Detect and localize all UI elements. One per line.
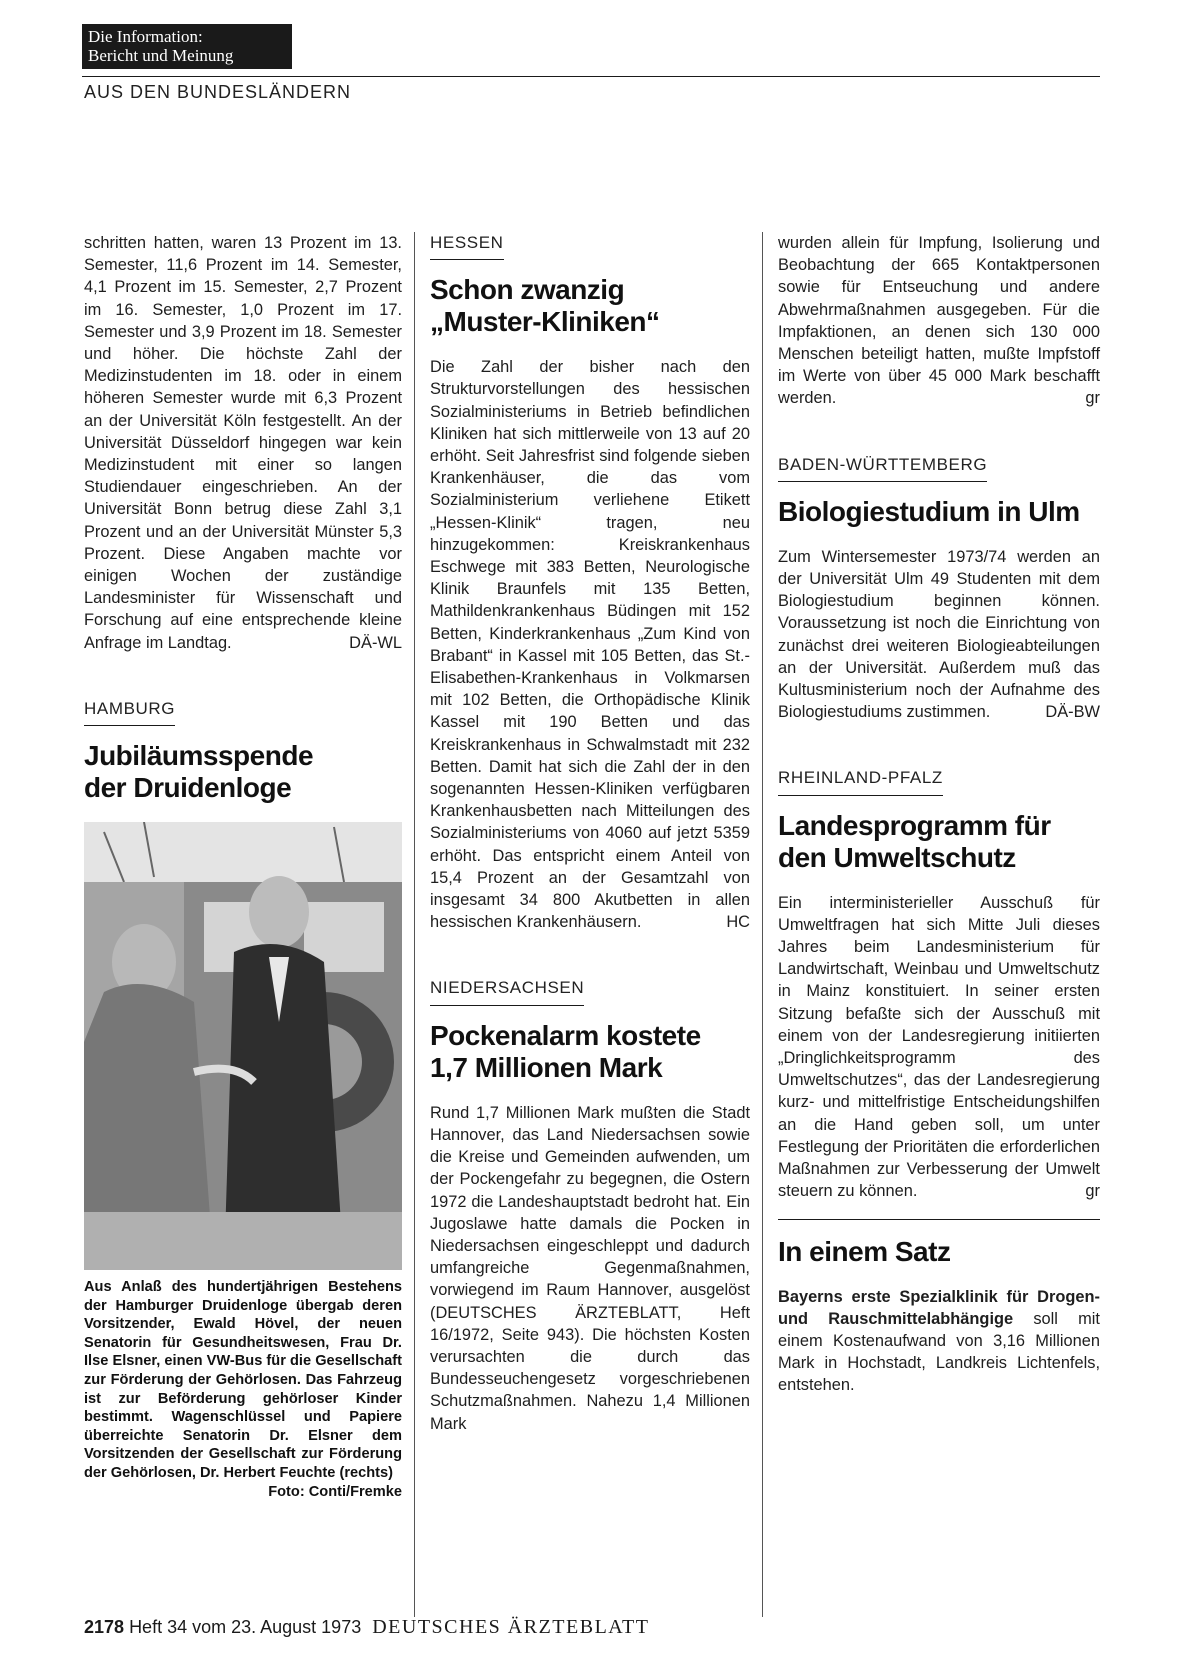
rp-signature: gr xyxy=(1085,1182,1100,1201)
article-baden-wuerttemberg xyxy=(778,546,1100,724)
intro-text: schritten hatten, waren 13 Prozent im 13. Semester, 11,6 Prozent im 14. Semester, 4,1 Prozent im 15. Semester, 2,7 Prozent im 16. Semester, 1,0 Prozent im 17. Semester und 3,9 Prozent im 18. Semester und höher. Die höchste Zahl der Medizinstudenten im 18. oder in einem höheren Semester wurde mit 6,3 Prozent an der Universität Köln festgestellt. An der Universität Düsseldorf hingegen war kein Medizinstudent mit einer so langen Studiendauer eingeschrieben. An der Universität Bonn betrug diese Zahl 3,1 Prozent und an der Universität Münster 5,3 Prozent. Diese Angaben machte vor einigen Wochen der zuständige Landesminister für Wissenschaft und Forschung auf eine entsprechende kleine Anfrage im Landtag. xyxy=(84,234,402,652)
section-badge xyxy=(82,24,292,69)
satz-rule xyxy=(778,1219,1100,1397)
article-niedersachsen xyxy=(430,1102,750,1435)
magazine-name: DEUTSCHES ÄRZTEBLATT xyxy=(372,1616,650,1638)
section-title: AUS DEN BUNDESLÄNDERN xyxy=(84,82,352,102)
headline-hessen: Schon zwanzig „Muster-Kliniken“ xyxy=(430,274,660,338)
satz-bold-lead: Bayerns erste Spezialklinik für Drogen- und Rauschmittelabhängige xyxy=(778,1287,1100,1328)
headline-in-einem-satz: In einem Satz xyxy=(778,1235,951,1267)
headline-hamburg: Jubiläumsspende der Druidenloge xyxy=(84,740,314,804)
page-footer xyxy=(84,1616,649,1639)
bw-text: Zum Wintersemester 1973/74 werden an der Universität Ulm 49 Studenten mit dem Biologiestudium beginnen können. Voraussetzung ist noch die Einrichtung von zunächst drei weiteren Biologieabteilungen an der Universität. Außerdem muß das Kultusministerium noch der Aufnahme des Biologiestudiums zustimmen. xyxy=(778,547,1100,722)
headline-niedersachsen: Pockenalarm kostete 1,7 Millionen Mark xyxy=(430,1019,701,1083)
column-rule-2 xyxy=(762,232,763,1617)
header-rule xyxy=(82,76,1100,77)
hessen-signature: HC xyxy=(726,913,750,932)
region-baden-wuerttemberg: BADEN-WÜRTTEMBERG xyxy=(778,454,987,482)
region-hessen: HESSEN xyxy=(430,232,504,260)
badge-line-1: Die Information: xyxy=(88,27,203,46)
intro-signature: DÄ-WL xyxy=(349,633,402,652)
photo-illustration xyxy=(84,822,402,1270)
article-hessen xyxy=(430,356,750,933)
continued-text: wurden allein für Impfung, Isolierung und Beobachtung der 665 Kontaktpersonen sowie für Entseuchung und andere Abwehrmaßnahmen ausgegeben. Für die Impfaktionen, an denen sich 130 000 Menschen beteiligt hatten, mußte Impfstoff im Werte von über 45 000 Mark beschafft werden. xyxy=(778,234,1100,408)
hessen-text: Die Zahl der bisher nach den Strukturvorstellungen des hessischen Sozialministeriums in Betrieb befindlichen Kliniken hat sich mittlerweile von 13 auf 20 erhöht. Seit Jahresfrist sind folgende sieben Krankenhäuser, die das vom Sozialministerium verliehene Etikett „Hessen-Klinik“ tragen, neu hinzugekommen: Kreiskrankenhaus Eschwege mit 383 Betten, Neurologische Klinik Braunfels mit 135 Betten, Mathildenkrankenhaus Büdingen mit 152 Betten, Kinderkrankenhaus „Zum Kind von Brabant“ in Kassel mit 105 Betten, das St.-Elisabethen-Krankenhaus in Volkmarsen mit 102 Betten, die Orthopädische Klinik Kassel mit 190 Betten und das Kreiskrankenhaus in Schwalmstadt mit 232 Betten. Damit hat sich die Zahl der in den sogenannten Hessen-Kliniken verfügbaren Krankenhausbetten nach Mitteilungen des Sozialministeriums von 4060 auf jetzt 5359 erhöht. Das entspricht einem Anteil von 15,4 Prozent an der Gesamtzahl von insgesamt 34 800 Akutbetten in allen hessischen Krankenhäusern. xyxy=(430,358,750,932)
badge-line-2: Bericht und Meinung xyxy=(88,46,234,65)
headline-baden-wuerttemberg: Biologiestudium in Ulm xyxy=(778,495,1080,527)
headline-rheinland-pfalz: Landesprogramm für den Umweltschutz xyxy=(778,809,1051,873)
photo-druidenloge xyxy=(84,822,402,1270)
column-rule-1 xyxy=(414,232,415,1617)
niedersachsen-text: Rund 1,7 Millionen Mark mußten die Stadt Hannover, das Land Niedersachsen sowie die Kreise und Gemeinden aufwenden, um der Pockengefahr zu begegnen, die Ostern 1972 die Landeshauptstadt bedroht hat. Ein Jugoslawe hatte damals die Pocken in Niedersachsen eingeschleppt und dadurch umfangreiche Gegenmaßnahmen, vorwiegend im Raum Hannover, ausgelöst (DEUTSCHES ÄRZTEBLATT, Heft 16/1972, Seite 943). Die höchsten Kosten verursachten die durch das Bundesseuchengesetz vorgeschriebenen Schutzmaßnahmen. Nahezu 1,4 Millionen Mark xyxy=(430,1103,750,1433)
column-2 xyxy=(430,232,750,1435)
article-in-einem-satz xyxy=(778,1286,1100,1397)
intro-article xyxy=(84,232,402,654)
issue-info: Heft 34 vom 23. August 1973 xyxy=(129,1617,362,1637)
article-rheinland-pfalz xyxy=(778,892,1100,1203)
column-1 xyxy=(84,232,402,1501)
region-niedersachsen: NIEDERSACHSEN xyxy=(430,977,584,1005)
region-rheinland-pfalz: RHEINLAND-PFALZ xyxy=(778,767,943,795)
bw-signature: DÄ-BW xyxy=(1045,703,1100,722)
satz-text: soll mit einem Kostenaufwand von 3,16 Millionen Mark in Hochstadt, Landkreis Lichtenfels, entstehen. xyxy=(778,1309,1100,1395)
rp-text: Ein interministerieller Ausschuß für Umweltfragen hat sich Mitte Juli dieses Jahres beim Landesministerium für Landwirtschaft, Weinbau und Umweltschutz in Mainz konstituiert. In seiner ersten Sitzung befaßte sich der Ausschuß mit einem von der Landesregierung initiierten „Dringlichkeitsprogramm des Umweltschutzes“, das der Landesregierung kurz- und mittelfristige Entscheidungshilfen an die Hand geben soll, um unter Festlegung der Prioritäten die erforderlichen Maßnahmen zur Verbesserung der Umwelt steuern zu können. xyxy=(778,893,1100,1201)
caption-text: Aus Anlaß des hundertjährigen Bestehens der Hamburger Druidenloge übergab deren Vorsitzender, Ewald Hövel, der neuen Senatorin für Gesundheitswesen, Frau Dr. Ilse Elsner, einen VW-Bus für die Gesellschaft zur Förderung der Gehörlosen. Das Fahrzeug ist zur Beförderung gehörloser Kinder bestimmt. Wagenschlüssel und Papiere überreichte Senatorin Dr. Elsner dem Vorsitzenden der Gesellschaft zur Förderung der Gehörlosen, Dr. Herbert Feuchte (rechts) xyxy=(84,1279,402,1481)
photo-credit: Foto: Conti/Fremke xyxy=(268,1483,402,1500)
article-niedersachsen-continued xyxy=(778,232,1100,410)
page-number: 2178 xyxy=(84,1617,125,1637)
photo-caption xyxy=(84,1278,402,1500)
region-hamburg: HAMBURG xyxy=(84,698,175,726)
column-3 xyxy=(778,232,1100,1397)
continued-signature: gr xyxy=(1085,389,1100,408)
